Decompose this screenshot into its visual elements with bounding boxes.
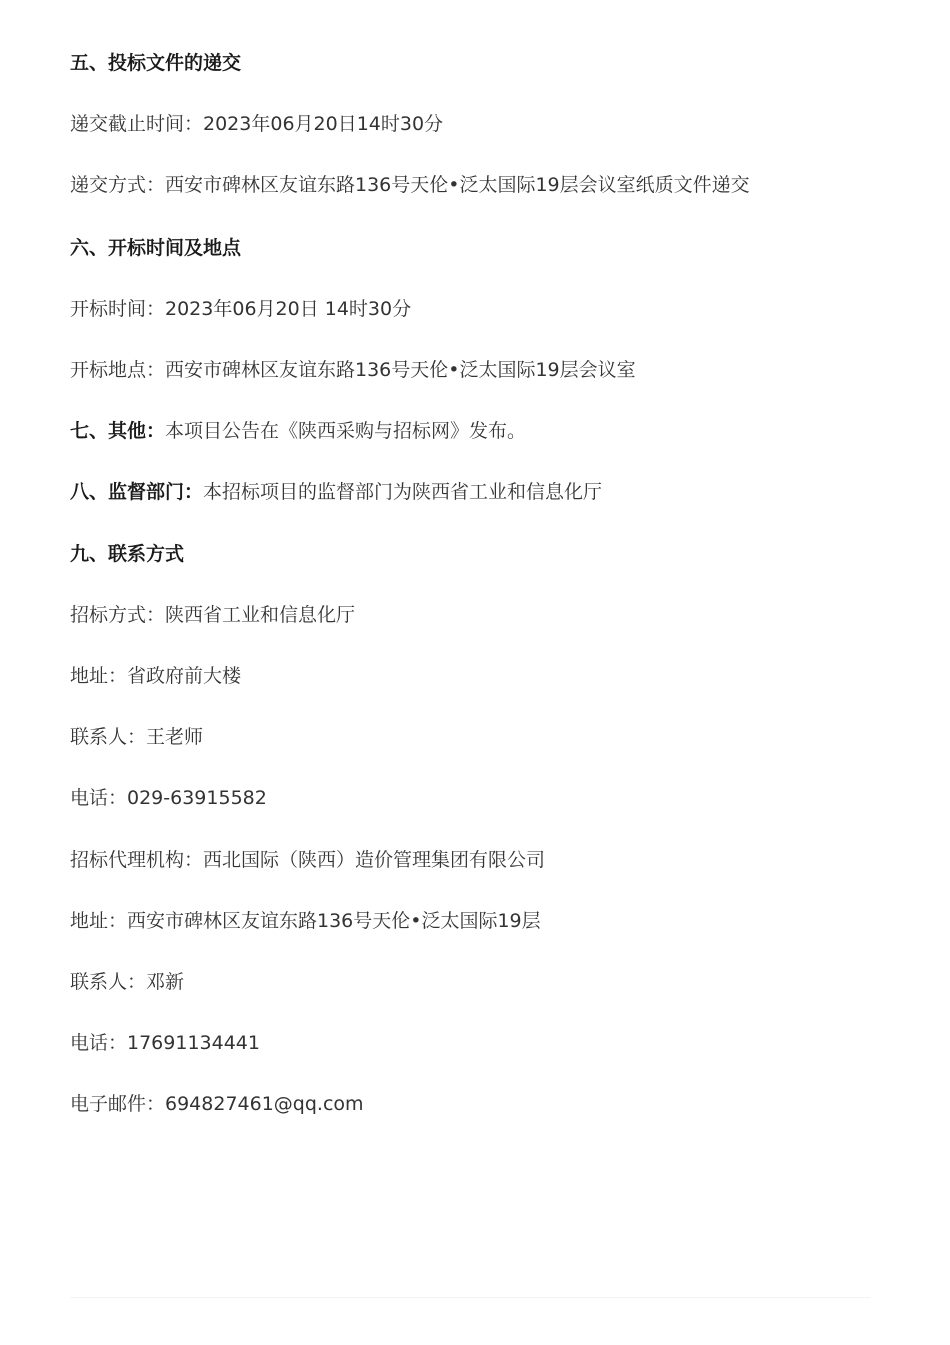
section-9-heading: 九、联系方式 bbox=[70, 543, 185, 565]
agency-contact: 联系人：邓新 bbox=[70, 971, 185, 993]
submission-deadline: 递交截止时间：2023年06月20日14时30分 bbox=[70, 113, 444, 135]
agency-phone: 电话：17691134441 bbox=[70, 1032, 260, 1054]
section-5-heading: 五、投标文件的递交 bbox=[70, 52, 242, 74]
section-7-lead: 七、其他： bbox=[70, 420, 166, 442]
section-7-other bbox=[70, 418, 526, 444]
tenderer-name: 招标方式：陕西省工业和信息化厅 bbox=[70, 604, 356, 626]
section-8-lead: 八、监督部门： bbox=[70, 481, 204, 503]
opening-time: 开标时间：2023年06月20日 14时30分 bbox=[70, 298, 412, 320]
agency-address: 地址：西安市碑林区友谊东路136号天伦•泛太国际19层 bbox=[70, 910, 541, 932]
tenderer-contact: 联系人：王老师 bbox=[70, 726, 204, 748]
agency-name: 招标代理机构：西北国际（陕西）造价管理集团有限公司 bbox=[70, 849, 546, 871]
submission-method: 递交方式：西安市碑林区友谊东路136号天伦•泛太国际19层会议室纸质文件递交 bbox=[70, 174, 750, 196]
tenderer-phone: 电话：029-63915582 bbox=[70, 787, 267, 809]
section-8-text: 本招标项目的监督部门为陕西省工业和信息化厅 bbox=[203, 481, 603, 503]
agency-email: 电子邮件：694827461@qq.com bbox=[70, 1093, 364, 1115]
section-6-heading: 六、开标时间及地点 bbox=[70, 237, 242, 259]
tenderer-address: 地址：省政府前大楼 bbox=[70, 665, 242, 687]
section-7-text: 本项目公告在《陕西采购与招标网》发布。 bbox=[165, 420, 527, 442]
footer-divider bbox=[70, 1297, 870, 1298]
section-8-supervision bbox=[70, 479, 602, 505]
opening-place: 开标地点：西安市碑林区友谊东路136号天伦•泛太国际19层会议室 bbox=[70, 359, 636, 381]
